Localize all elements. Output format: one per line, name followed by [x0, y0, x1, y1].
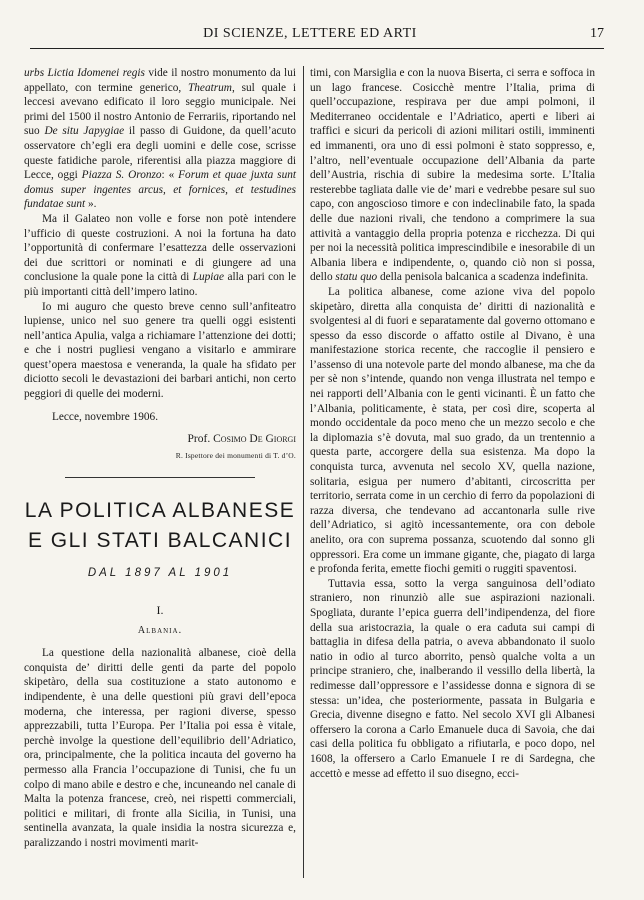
text-run: il passo di Guidone, da quell’acuto osservatore ch’egli era degli uomini e delle cose, scrisse queste fatidiche parole, riferentisi alla piazza maggiore di Lecce, oggi: [24, 125, 296, 182]
article-title-line1: LA POLITICA ALBANESE: [24, 499, 296, 523]
running-title: DI SCIENZE, LETTERE ED ARTI: [203, 26, 417, 41]
right-column: [310, 66, 595, 781]
running-header: [30, 20, 604, 49]
text-run: Theatrum: [188, 81, 232, 94]
dateline: Lecce, novembre 1906.: [52, 410, 159, 423]
text-run: Forum et quae juxta sunt domus super ingentes arcus, et fornices, et testudines fundatae sunt: [24, 169, 297, 211]
paragraph-politica-albanese: La politica albanese, come azione viva del popolo skipetàro, diretta alla conquista de’ diritti di nazionalità e svolgentesi al di fuori e separatamente dal governo ottomano e spesso da esso discorde o affatto ostile al Divano, è una manifestazione storica recente, che raccoglie il pensiero e l’assenso di una notevole parte del mondo albanese, ma che da per sè non s’intende, quando non venga illustrata nel tempo e nei rapporti dell’Albania con le genti vicinanti. È un fatto che l’Albania, politicamente, è stata, per così dire, scoperta al mondo occidentale da poco meno che un mezzo secolo e che la diplomazia s’è dovuta, mal suo grado, da un trentennio a questa parte, accorgere della sua esistenza. Ma dopo la conquista turca, avvenuta nel secolo XV, quella nazione, solitaria, esigua per numero d’abitanti, circoscritta per territorio, serrata come in un cerchio di ferro da popolazioni di razza diversa, che tendevano ad accantonarla sulle rive dell’Adriatico, si agitò incessantemente, ora con debole anelito, ora con suprema possanza, scuotendo dal sonno gli oppressori. Era come un immane gigante, che, piagato di larga e profonda ferita, emette fiochi gemiti o ruggiti spaventosi.: [310, 285, 595, 576]
section-number: I.: [156, 603, 164, 618]
text-run: vide il nostro monumento da lui appellato, con termine generico,: [24, 67, 296, 94]
paragraph-tuttavia: Tuttavia essa, sotto la verga sanguinosa dell’odiato straniero, non rinunziò alle sue aspirazioni nazionali. Spogliata, durante l’epica guerra dell’indipendenza, del fiore della sua aristocrazia, la quale o era caduta sui campi di battaglia in difesa della patria, o aveva abbandonato il suolo natio in odio al turco aborrito, pensò qualche volta a un principe straniero, che, inalberando il vessillo della libertà, la redimesse dall’oppressore e l’assidesse donna e signora di se stessa: un’idea, che posteriormente, passata in Bulgaria e Grecia, divenne disegno e fatto. Nel secolo XVI gli Albanesi offersero la corona a Carlo Emanuele duca di Savoia, che dai casi della politica fu obbligato a rifiutarla, e poco dopo, nel 1608, la offersero a Carlo Emanuele I re di Sardegna, che accettò e messe ad effetto il suo disegno, ecci-: [310, 577, 595, 780]
author-title: R. Ispettore dei monumenti di T. d’O.: [175, 450, 296, 460]
text-run: ».: [85, 198, 97, 211]
text-run: Piazza S. Oronzo: [81, 169, 162, 182]
article-subtitle: DAL 1897 AL 1901: [87, 567, 233, 580]
text-run: urbs Lictia Idomenei regis: [24, 67, 145, 79]
paragraph-galateo-quote: [24, 66, 296, 212]
section-divider: [65, 477, 255, 478]
text-run: : «: [161, 169, 179, 182]
left-column: [24, 66, 296, 851]
paragraph-continuation: timi, con Marsiglia e con la nuova Biserta, ci serra e soffoca in un lago francese. Cosicchè mentre l’Italia, prima di quell’occupazione, respirava per due ampi polmoni, il Mediterraneo occidentale e l’Adriatico, aperti e liberi ai traffici e sicuri da pericoli di azioni militari ostili, imminenti ed immanenti, ora uno di essi polmoni è stato soppresso, e, l’altro, nell’eventuale occupazione dell’Albania da parte dell’Austria, rischia di subire la medesima sorte. L’Italia resterebbe tagliata dalle vie de’ mari e vedrebbe pesare sul suo capo, con angoscioso timore e con indeclinabile fato, la spada delle due nazioni rivali, che tendono a comprimere la sua attività a vantaggio della propria potenza e ricchezza. Di qui per noi la necessità politica imprescindibile e inesorabile di un Albania libera e indipendente, o, quando ciò non si possa, dello statu quo della penisola balcanica a scadenza indefinita.: [310, 67, 595, 284]
text-run: , sul quale i leccesi avevano edificato il loro seggio municipale. Nei primi del 1500 il nostro Antonio de Ferrariis, riportando nel suo: [24, 81, 296, 138]
page-number: 17: [590, 26, 604, 41]
paragraph-galateo: Ma il Galateo non volle e forse non potè intendere l’ufficio di queste costruzioni. A noi la fortuna ha dato l’opportunità di confermare l’esattezza delle osservazioni dei due scrittori or nominati e di giungere ad una conclusione la quale pone la città di Lupiae alla pari con le più importanti città dell’impero latino.: [24, 212, 296, 298]
text-run: De situ Japygiae: [44, 125, 125, 138]
paragraph-albania-intro: La questione della nazionalità albanese, cioè della conquista de’ diritti delle genti da parte del popolo skipetàro, della sua costituzione a stato autonomo e indipendente, è una delle questioni più gravi dell’epoca moderna, che interessa, per ragioni diverse, spesso apprezzabili, tutta l’Europa. Per l’Italia poi essa è vitale, perchè involge la questione dell’equilibrio dell’Adriatico, ora, principalmente, che la politica incauta del governo ha permesso alla Francia l’occupazione di Tunisi, che fu un colpo di mano abile e destro e che, incuneando nel canale di Malta la potenza francese, creò, nei rispetti commerciali, politici e militari, di fronte alla Sicilia, in Tunisi, una sentinella avanzata, la quale insidia la nostra sicurezza e, paralizzando i nostri movimenti marit-: [24, 647, 296, 849]
article-title-line2: E GLI STATI BALCANICI: [27, 529, 293, 553]
paragraph-augurio: Io mi auguro che questo breve cenno sull’anfiteatro lupiense, unico nel suo genere tra quelli oggi esistenti nell’antica Apulia, valga a richiamare l’attenzione dei dotti; e che i nostri pugliesi vengano a visitarlo e ammirare quest’opera maestosa e veneranda, la quale ha sfidato per diciotto secoli le devastazioni dei barbari antichi, non certo peggiori di quelle dei moderni.: [24, 300, 296, 401]
section-name: Albania.: [137, 624, 183, 636]
column-divider: [303, 66, 304, 878]
author-signature: Prof. Cosimo De Giorgi: [187, 433, 296, 446]
